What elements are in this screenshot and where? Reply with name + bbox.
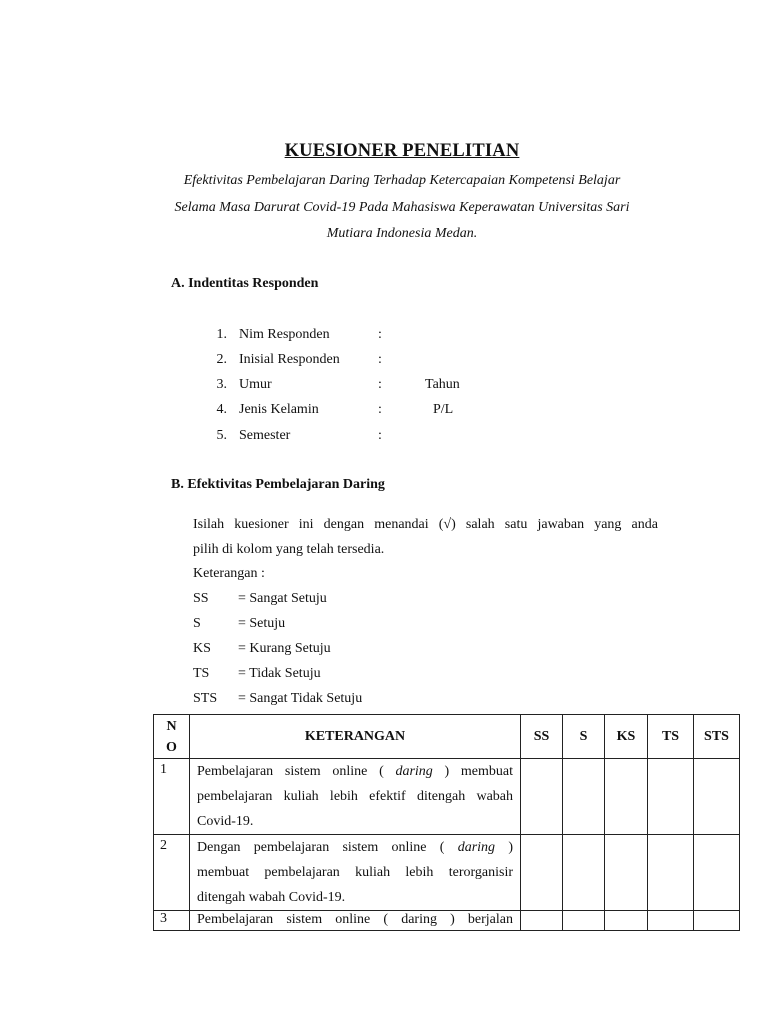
statement-italic-term: daring bbox=[395, 764, 433, 779]
legend-code: TS bbox=[193, 666, 210, 681]
header-keterangan: KETERANGAN bbox=[190, 715, 521, 759]
legend-definition: = Setuju bbox=[238, 616, 286, 631]
legend-code: S bbox=[193, 616, 201, 631]
header-no bbox=[154, 715, 190, 759]
row-statement bbox=[190, 759, 521, 835]
answer-sts-cell[interactable] bbox=[694, 835, 740, 911]
legend-code: STS bbox=[193, 691, 218, 706]
table-row bbox=[154, 911, 740, 931]
statement-italic-term: daring bbox=[457, 840, 496, 855]
answer-ts-cell[interactable] bbox=[648, 835, 694, 911]
item-number: 5. bbox=[216, 428, 227, 443]
initial-label: Inisial Responden bbox=[239, 352, 340, 367]
section-a-heading: A. Indentitas Responden bbox=[171, 276, 319, 291]
subtitle-line-1: Efektivitas Pembelajaran Daring Terhadap Ketercapaian Kompetensi Belajar bbox=[183, 173, 621, 188]
table-row bbox=[154, 759, 740, 835]
header-no-bottom: O bbox=[166, 739, 177, 755]
table-header-row bbox=[154, 715, 740, 759]
answer-s-cell[interactable] bbox=[563, 835, 605, 911]
row-statement bbox=[190, 835, 521, 911]
item-number: 4. bbox=[216, 402, 227, 417]
instruction-line-1: Isilah kuesioner ini dengan menandai (√) salah satu jawaban yang anda bbox=[193, 517, 658, 532]
row-statement bbox=[190, 911, 521, 931]
answer-sts-cell[interactable] bbox=[694, 759, 740, 835]
answer-ts-cell[interactable] bbox=[648, 759, 694, 835]
legend-title: Keterangan : bbox=[193, 566, 265, 581]
item-number: 3. bbox=[216, 377, 227, 392]
questionnaire-table bbox=[153, 714, 740, 931]
answer-s-cell[interactable] bbox=[563, 759, 605, 835]
statement-line: Covid-19. bbox=[197, 814, 254, 829]
row-number: 1 bbox=[154, 759, 190, 835]
item-number: 1. bbox=[216, 327, 227, 342]
answer-sts-cell[interactable] bbox=[694, 911, 740, 931]
gender-colon: : bbox=[378, 402, 382, 417]
statement-text: Dengan pembelajaran sistem online ( bbox=[197, 840, 458, 855]
nim-label: Nim Responden bbox=[239, 327, 330, 342]
statement-text: ) membuat bbox=[432, 764, 513, 779]
answer-ts-cell[interactable] bbox=[648, 911, 694, 931]
answer-ss-cell[interactable] bbox=[521, 911, 563, 931]
item-number: 2. bbox=[216, 352, 227, 367]
header-sts: STS bbox=[694, 715, 740, 759]
answer-ks-cell[interactable] bbox=[605, 835, 648, 911]
answer-ss-cell[interactable] bbox=[521, 759, 563, 835]
semester-label: Semester bbox=[239, 428, 291, 443]
header-ts: TS bbox=[648, 715, 694, 759]
gender-options: P/L bbox=[433, 402, 454, 417]
legend-definition: = Tidak Setuju bbox=[238, 666, 321, 681]
instruction-line-2: pilih di kolom yang telah tersedia. bbox=[193, 542, 385, 557]
legend-definition: = Kurang Setuju bbox=[238, 641, 331, 656]
nim-colon: : bbox=[378, 327, 382, 342]
statement-line: ditengah wabah Covid-19. bbox=[197, 890, 346, 905]
statement-line bbox=[197, 835, 513, 860]
table-row bbox=[154, 835, 740, 911]
statement-text: Pembelajaran sistem online ( bbox=[197, 764, 396, 779]
row-number: 3 bbox=[154, 911, 190, 931]
subtitle-line-3: Mutiara Indonesia Medan. bbox=[326, 226, 478, 241]
document-title: KUESIONER PENELITIAN bbox=[284, 141, 520, 161]
header-no-top: N bbox=[166, 718, 177, 734]
answer-ss-cell[interactable] bbox=[521, 835, 563, 911]
legend-code: SS bbox=[193, 591, 209, 606]
statement-line: pembelajaran kuliah lebih efektif ditengah wabah bbox=[197, 789, 513, 804]
answer-ks-cell[interactable] bbox=[605, 759, 648, 835]
initial-colon: : bbox=[378, 352, 382, 367]
header-s: S bbox=[563, 715, 605, 759]
row-number: 2 bbox=[154, 835, 190, 911]
legend-definition: = Sangat Setuju bbox=[238, 591, 327, 606]
age-label: Umur bbox=[239, 377, 272, 392]
legend-definition: = Sangat Tidak Setuju bbox=[238, 691, 363, 706]
statement-line bbox=[197, 759, 513, 784]
statement-line: membuat pembelajaran kuliah lebih terorganisir bbox=[197, 865, 513, 880]
section-b-heading: B. Efektivitas Pembelajaran Daring bbox=[171, 477, 385, 492]
subtitle-line-2: Selama Masa Darurat Covid-19 Pada Mahasiswa Keperawatan Universitas Sari bbox=[174, 200, 630, 215]
legend-code: KS bbox=[193, 641, 211, 656]
header-ks: KS bbox=[605, 715, 648, 759]
age-colon: : bbox=[378, 377, 382, 392]
statement-text: ) bbox=[495, 840, 513, 855]
semester-colon: : bbox=[378, 428, 382, 443]
answer-ks-cell[interactable] bbox=[605, 911, 648, 931]
instruction-text bbox=[193, 512, 658, 562]
statement-line: Pembelajaran sistem online ( daring ) berjalan bbox=[197, 912, 513, 927]
answer-s-cell[interactable] bbox=[563, 911, 605, 931]
age-unit: Tahun bbox=[425, 377, 460, 392]
header-ss: SS bbox=[521, 715, 563, 759]
gender-label: Jenis Kelamin bbox=[239, 402, 319, 417]
